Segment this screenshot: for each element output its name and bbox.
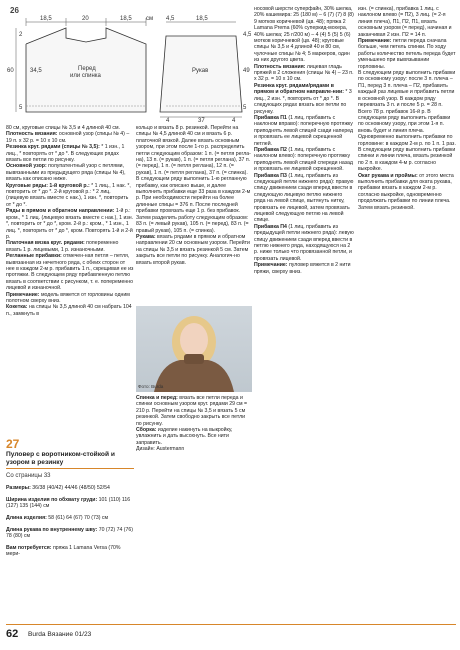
body-label-1: Перед <box>78 66 96 72</box>
spec-line: Длина рукава по внутреннему шву: 70 (72) 74 (76) 78 (80) см <box>6 526 134 539</box>
paragraph: Плотность вязания: лицевая гладь пряжей в 2 сложения (спицы № 4) – 23 п. х 32 р. = 10 х 10 см. <box>254 63 354 83</box>
page-footer <box>6 624 456 643</box>
spec-line: Ширина изделия по обхвату груди: 101 (110) 116 (127) 135 (144) см <box>6 496 131 510</box>
text-column-3 <box>254 6 354 616</box>
dim-bottom-3: 4 <box>232 118 236 122</box>
pattern-section-27 <box>6 438 134 645</box>
paragraph: Круговые ряды: 1-й круговой р.: * 1 лиц., 1 нак. *, повторить от * до *. 2-й круговой р.: * 2 лиц. (лицевую вязать вместе с нак.), 1 изн. *, повторить от * до *. <box>6 182 131 208</box>
dim-bottom-2: 37 <box>198 118 205 122</box>
paragraph: Кокетка: на спицы № 3,5 длиной 40 см набрать 104 п., замкнуть в <box>6 304 132 317</box>
dim-top-1: 18,5 <box>40 16 52 22</box>
magazine-title: Burda Вязание 01/23 <box>28 631 92 638</box>
body-label-2: или спинка <box>70 73 101 79</box>
dim-left: 60 <box>7 68 14 74</box>
paragraph: Прибавка П4 (1 лиц. прибавить из предыдущей петли нижнего ряда): левую спицу движением сзади вперед ввести в петлю нижнего ряда, находящуюся на 2 р. ниже только что провязанной петли, и провязать лицевой. <box>254 223 354 262</box>
spec-line: Размеры: 36/38 (40/42) 44/46 (48/50) 52/54 <box>6 485 110 492</box>
paragraph: носовой шерсти суперфайн, 30% шелка, 20% кашемира: 25 (180 м) – 6 (7) (7) 8 (8) 9 мотков коричневой (цв. 48); пряжа 2 Lamana Prema (60% суперкид-мохера, 40% шелка; 25 г/200 м) – 4 (4) 5 (5) 5 (6) мотков коричневой (цв. 48); круговые спицы № 3,5 и 4 длиной 40 и 80 см, чулочные спицы № 4; 5 маркеров, один из них другого цвета. <box>254 6 354 64</box>
paragraph: Плотность вязания: основной узор (спицы № 4) – 19 п. х 32 р. = 10 х 10 см. <box>6 131 130 144</box>
dim-inner: 34,5 <box>30 68 42 74</box>
section-divider <box>6 468 134 469</box>
spec-line: Вам потребуется: пряжа 1 Lamana Versa (70% мери- <box>6 544 121 557</box>
paragraph: Дизайн: Austermann <box>136 446 185 453</box>
paragraph: Сборка: изделие накинуть на выкройку, увлажнить и дать высохнуть. Все нити заправить. <box>136 427 233 446</box>
paragraph: Ряды в прямом и обратном направлении: 1-й р.: кром., * 1 лиц. (лицевую вязать вместе с нак.), 1 изн. *, повторить от * до *, кром. 2-й р.: кром., * 1 изн., 1 лиц. *, повторить от * до *, кром. Повторять 1-й и 2-й р. <box>6 208 134 240</box>
paragraph: Регланные прибавки: отмечен-ная петля – петля, вывязанная из нечетного ряда, с обеих сторон от нее в каждом 2-м р. прибавить 1 п., скрещивая ее из протяжки. В следующем ряду прибавленную петлю вязать в соответствии с рисунком, т. е. попеременно лицевой и изнаночной. <box>6 253 134 292</box>
sleeve-label: Рукав <box>192 68 209 74</box>
text-column-4 <box>358 6 456 616</box>
text-column-2b <box>136 395 251 617</box>
paragraph: Примечание: петли переда сначала больше, чем петель спинки. По ходу работы количество петель переда будет уменьшено при вывязывании горловины. <box>358 38 456 70</box>
paragraph: Прибавка П1 (1 лиц. прибавить с наклоном вправо): поперечную протяжку приподнять левой спицей сзади наперед и провязать ее лицевой скрещенной петлей. <box>254 114 354 147</box>
section-specs <box>6 480 134 645</box>
paragraph: В следующем ряду выполнить прибавки по основному узору: после 3 п. плеча – П1, перед 3 п. плеча – П2, прибавить каждый раз лицевые и прибавить петли в основной узор. В каждом ряду перевязать 3 п. и после 5 р. = 28 п. Всего 78 р. прибавок 16-й р. В следующем ряду выполнить прибавки по основному узору, при этом 1-я п. вновь будет и линия плеча. Одновременно выполнить прибавки по горловине: в каждом 2-м р. по 1 п. 1 раз. <box>358 70 456 147</box>
dim-top-2: 20 <box>82 16 89 22</box>
paragraph: Резинка круг. рядами/рядами в прямом и обратном направле-нии: * 3 лиц., 2 изн. *, повторить от * до *. В следующих рядах вязать все петли по рисунку. <box>254 82 352 115</box>
dim-vnum-1: 5 <box>19 105 23 111</box>
dim-right-1: 4,5 <box>243 32 251 38</box>
paragraph: Спинка и перед: вязать все петли переда и спинки основным узором круг. рядами 29 см = 210 р. Перейти на спицы № 3,5 и вязать 5 см резинкой. Затем свободно закрыть все петли по рисунку. <box>136 395 248 427</box>
dim-right-bottom: 5 <box>243 105 247 111</box>
paragraph: Примечание: пуловер вяжется в 2 нити пряжи, сверху вниз. <box>254 262 351 275</box>
section-page-ref: Со страницы 33 <box>6 473 51 480</box>
paragraph: Резинка круг. рядами (спицы № 3,5): * 1 изн., 1 лиц., * повторять от * до *. В следующих рядах вязать все петли по рисунку. <box>6 144 125 164</box>
model-photo <box>136 306 252 392</box>
paragraph: В следующем ряду выполнить прибавки спинки и линии плеча, вязать резинкой по 2 п. в каждом 4-м р. согласно выкройке. <box>358 146 456 173</box>
text-column-1 <box>6 125 134 425</box>
text-column-2 <box>136 125 251 305</box>
paragraph: Примечание: модель вяжется от горловины одним полотном сверху вниз. <box>6 291 130 304</box>
paragraph: Окат рукава и проймы: от этого места выполнить прибавки для оката рукава, прибавки вязать в каждом 2-м р. согласно выкройке, одновременно продолжать прибавки по линии плеча. Затем вязать резинкой. <box>358 172 454 211</box>
paragraph: Прибавка П2 (1 лиц. прибавить с наклоном влево): поперечную протяжку приподнять левой спицей спереди назад и провязать ее лицевой скрещенной. <box>254 146 353 173</box>
paragraph: кольцо и вязать 8 р. резинкой. Перейти на спицы № 4,5 длиной 40 см и вязать 6 р. платочной вязкой. Далее вязать основным узором, при этом после 1-го р. распределить петли следующим образом: 1 п. (= петля регла-на), 13 п. (= рукав), 1 п. (= петля реглана), 37 п. (= перед), 1 п. (= петля реглана), 12 п. (= рукав), 1 п. (= петля реглана), 37 п. (= спинка). В следующем ряду выполнить 1-ю регланную прибавку, как описано выше, и далее выполнить прибавки еще 33 раза в каждом 2-м р. При необходимости перейти на более длинные спицы = 376 п. После последней прибавки провязать еще 1 р. без прибавок. Затем разделить работу следующим образом: 83 п. (= левый рукав), 105 п. (= перед), 83 п. (= правый рукав), 105 п. (= спинка). <box>136 125 251 234</box>
spec-line: Длина изделия: 58 (61) 64 (67) 70 (73) см <box>6 514 109 521</box>
paragraph: Платочная вязка круг. рядами: попеременно вязать 1 р. лицевыми, 1 р. изнаночными. <box>6 240 119 253</box>
section-title: Пуловер с воротником-стойкой и узором в резинку <box>6 451 115 466</box>
dim-rtop-1: 4,5 <box>166 16 175 22</box>
page-number: 62 <box>6 628 19 640</box>
paragraph: Прибавка П3 (1 лиц. прибавить из следующей петли нижнего ряда): правую спицу движением сзади вперед ввести в следующую лицевую петлю нижнего ряда на левой спице, вытянуть нитку, провязать ее лицевой, затем провязать лицевой следующую петлю на левой спице. <box>254 172 354 224</box>
dim-right-2: 49 <box>243 68 250 74</box>
paragraph: 80 см, круговые спицы № 3,5 и 4 длиной 40 см. <box>6 125 121 131</box>
paragraph: изн. (= спинка), прибавка 1 лиц. с наклоном влево (= П2), 3 лиц. (= 2-я линия плеча), П1, П2, П1, вязать основным узором (= перед), начиная и заканчивая 2 изн. П2 = 14 п. <box>358 6 452 38</box>
photo-credit: Фото: Burda <box>138 384 164 389</box>
dim-top-3: 18,5 <box>120 16 132 22</box>
pattern-diagram <box>6 14 251 122</box>
sleeve-outline <box>160 36 242 112</box>
dim-unit: см <box>146 16 154 22</box>
dim-vnum-2: 2 <box>19 32 23 38</box>
dim-bottom-1: 4 <box>166 118 170 122</box>
page-number-top: 26 <box>10 6 19 15</box>
paragraph: Основной узор: полупатентный узор с петлями, вывязанными из предыдущего ряда (спицы № 4), вязать как описано ниже. <box>6 163 126 183</box>
paragraph: Рукава: вязать рядами в прямом и обратном направлении 20 см основным узором. Перейти на спицы № 3,5 и вязать резинкой 5 см. Затем закрыть все петли по рисунку. Аналогич-но вязать второй рукав. <box>136 233 250 266</box>
section-number: 27 <box>6 437 20 451</box>
dim-rtop-2: 18,5 <box>196 16 208 22</box>
